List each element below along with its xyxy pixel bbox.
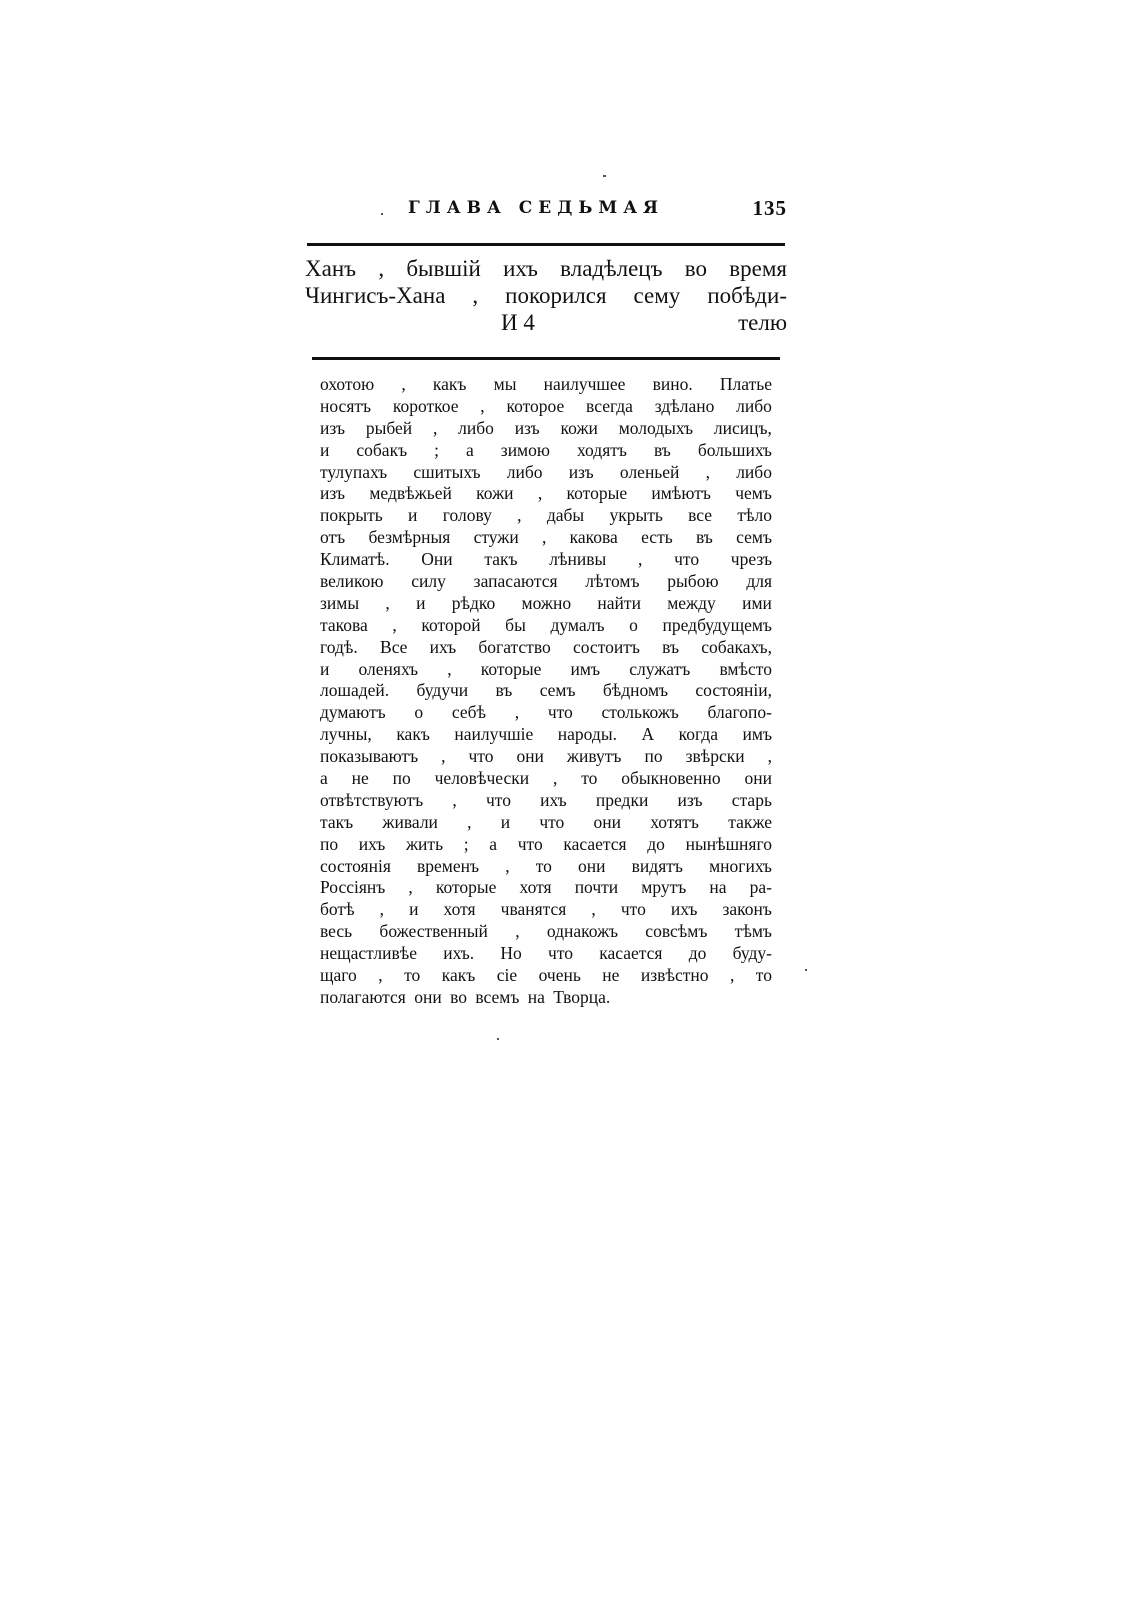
word: благопо- (707, 702, 772, 723)
text-line (320, 680, 772, 702)
word: , (401, 374, 406, 394)
word: себѣ (451, 702, 487, 723)
word: изъ (514, 417, 540, 438)
word: то (404, 965, 421, 986)
word: нынѣшняго (685, 833, 772, 854)
word: покрыть (320, 505, 383, 526)
text-line (320, 659, 772, 681)
word: народы. (557, 724, 617, 745)
word: , (392, 614, 397, 635)
word: стужи (473, 527, 519, 548)
word: на (709, 877, 727, 898)
word: ходятъ (576, 439, 627, 460)
word: до (647, 833, 665, 854)
strip-line (305, 282, 787, 309)
word: когда (678, 724, 718, 745)
word: , (537, 483, 543, 504)
word: временъ (417, 855, 480, 876)
word: не (351, 768, 369, 789)
text-line (320, 637, 772, 659)
page-number: 135 (752, 196, 787, 220)
catchword: телю (738, 310, 787, 335)
word: все (688, 505, 713, 526)
word: медвѣжьей (369, 483, 452, 504)
word: и (320, 658, 330, 679)
word: и (320, 439, 330, 460)
word: какъ (441, 965, 476, 986)
word: покорился (505, 283, 607, 308)
word: изъ (320, 417, 346, 438)
word: либо (506, 461, 543, 482)
word: Чингисъ-Хана (305, 283, 446, 308)
word: и (408, 505, 418, 526)
word: Платье (719, 374, 772, 394)
word: великою (320, 571, 384, 592)
word: либо (736, 461, 772, 482)
text-line (320, 877, 772, 899)
word: бѣдномъ (602, 680, 669, 701)
word: вино. (652, 374, 693, 394)
word: а (489, 833, 498, 854)
word: очень (538, 965, 581, 986)
word: всегда (586, 395, 633, 416)
word: между (667, 592, 716, 613)
word: собакъ (356, 439, 408, 460)
word: богатство (478, 636, 551, 657)
text-line (320, 615, 772, 637)
word: лошадей. (320, 680, 390, 701)
word: , (767, 746, 772, 767)
word: либо (458, 417, 494, 438)
word: извѣстно (640, 965, 709, 986)
word: ботѣ (320, 899, 355, 920)
word: оленяхъ (358, 658, 419, 679)
word: по (392, 768, 411, 789)
rule-bottom (312, 357, 780, 360)
word: можно (521, 592, 572, 613)
word: звѣрски (685, 746, 745, 767)
word: наилучшее (543, 374, 626, 394)
text-line (320, 790, 772, 812)
word: то (581, 768, 598, 789)
word: предбудущемъ (662, 614, 772, 635)
word: отъ (320, 527, 346, 548)
word: какъ (396, 724, 430, 745)
word: Ханъ (305, 256, 357, 281)
text-line (320, 812, 772, 834)
word: , (408, 877, 413, 898)
word: ими (742, 592, 772, 613)
word: изъ (568, 461, 594, 482)
text-line (320, 965, 772, 987)
word: божественный (379, 921, 488, 942)
text-line (320, 702, 772, 724)
word: и (409, 899, 419, 920)
word: , (505, 855, 510, 876)
word: изъ (677, 789, 703, 810)
word: обыкновенно (621, 768, 721, 789)
word: , (705, 461, 710, 482)
word: лѣтомъ (585, 571, 640, 592)
word: предки (595, 789, 649, 810)
word: чрезъ (730, 549, 772, 570)
word: , (467, 811, 472, 832)
word: Климатѣ. (320, 549, 390, 570)
word: которые (435, 877, 497, 898)
word: до (688, 943, 707, 964)
word: жить (405, 833, 444, 854)
text-line (320, 396, 772, 418)
word: они (516, 746, 544, 767)
text-line (320, 593, 772, 615)
word: они (744, 768, 772, 789)
word: многихъ (709, 855, 772, 876)
word: рѣдко (451, 592, 496, 613)
word: по (320, 833, 339, 854)
word: въ (695, 527, 713, 548)
word: , (385, 592, 390, 613)
word: для (746, 571, 772, 592)
word: ихъ. (443, 943, 475, 964)
text-line (320, 943, 772, 965)
text-line (320, 418, 772, 440)
text-line (320, 921, 772, 943)
word: кожи (560, 417, 598, 438)
word: буду- (732, 943, 772, 964)
word: служатъ (629, 658, 691, 679)
word: думаютъ (320, 702, 386, 723)
word: что (468, 746, 494, 767)
word: какъ (432, 374, 467, 394)
word: ихъ (540, 789, 567, 810)
word: хотя (519, 877, 552, 898)
word: ; (434, 439, 439, 460)
word: тѣло (737, 505, 772, 526)
word: голову (442, 505, 492, 526)
word: изъ (320, 483, 346, 504)
word: также (728, 811, 772, 832)
word: чванятся (500, 899, 567, 920)
word: мы (493, 374, 517, 394)
word: кожи (476, 483, 514, 504)
word: что (485, 789, 511, 810)
word: такова (320, 614, 368, 635)
word: владѣлецъ (560, 256, 663, 281)
text-line (320, 462, 772, 484)
word: касается (563, 833, 627, 854)
word: вмѣсто (719, 658, 772, 679)
word: большихъ (697, 439, 772, 460)
word: состоянія (320, 855, 391, 876)
running-head (300, 198, 787, 224)
word: , (480, 395, 485, 416)
word: въ (653, 439, 671, 460)
word: какова (569, 527, 618, 548)
word: что (548, 943, 573, 964)
word: о (629, 614, 638, 635)
text-line (320, 527, 772, 549)
word: что (539, 811, 565, 832)
rule-top (307, 243, 785, 246)
word: , (432, 417, 438, 438)
word: такъ (484, 549, 518, 570)
word: а (466, 439, 474, 460)
ink-speck-top (603, 175, 606, 177)
word: что (674, 549, 700, 570)
strip-signature-line (305, 309, 787, 336)
word: весь (320, 921, 353, 942)
word: тулупахъ (320, 461, 388, 482)
word: они (593, 811, 621, 832)
word: хотятъ (650, 811, 699, 832)
ink-speck-bottom (497, 1038, 499, 1040)
word: Россіянъ (320, 877, 386, 898)
word: живутъ (566, 746, 622, 767)
word: сіе (496, 965, 518, 986)
ink-speck-right (805, 969, 807, 971)
word: тѣмъ (734, 921, 772, 942)
word: отвѣтствуютъ (320, 789, 424, 810)
word: побѣди- (707, 283, 787, 308)
word: и (416, 592, 426, 613)
text-line (320, 549, 772, 571)
word: время (729, 256, 787, 281)
word: ихъ (670, 899, 698, 920)
word: , (441, 746, 446, 767)
word: запасаются (473, 571, 558, 592)
text-line (320, 374, 772, 396)
body-text (320, 374, 772, 1009)
word: зимы (320, 592, 360, 613)
word: безмѣрныя (368, 527, 451, 548)
word: во (684, 256, 707, 281)
word: Все (380, 636, 408, 657)
word: о (414, 702, 424, 723)
word: имѣютъ (651, 483, 711, 504)
word: по (644, 746, 663, 767)
word: годѣ. (320, 636, 358, 657)
word: показываютъ (320, 746, 419, 767)
text-line-last: полагаются они во всемъ на Творца. (320, 986, 611, 1007)
word: силу (411, 571, 446, 592)
word: то (535, 855, 552, 876)
word: , (729, 965, 735, 986)
text-line (320, 899, 772, 921)
word: , (378, 256, 385, 281)
word: рыбей (365, 417, 413, 438)
chapter-title: ГЛАВА СЕДЬМАЯ (408, 198, 665, 218)
text-line (320, 834, 772, 856)
word: сему (633, 283, 681, 308)
word: они (578, 855, 606, 876)
word: законъ (722, 899, 772, 920)
signature-mark: И 4 (501, 310, 535, 335)
word: Они (421, 549, 453, 570)
word: , (447, 658, 452, 679)
word: , (517, 505, 522, 526)
word: наилучшіе (454, 724, 534, 745)
word: нещастливѣе (320, 943, 417, 964)
word: которой (421, 614, 481, 635)
word: что (517, 833, 543, 854)
word: которые (566, 483, 628, 504)
word: состояніи, (695, 680, 772, 701)
word: здѣлано (654, 395, 715, 416)
word: лѣнивы (549, 549, 607, 570)
word: которые (480, 658, 542, 679)
word: семъ (736, 527, 772, 548)
word: , (452, 789, 457, 810)
text-line (320, 746, 772, 768)
word: что (620, 899, 646, 920)
word: , (472, 283, 479, 308)
word: найти (597, 592, 641, 613)
word: , (552, 768, 558, 789)
text-line (320, 768, 772, 790)
word: а (320, 768, 328, 789)
word: щаго (320, 965, 357, 986)
word: чемъ (735, 483, 772, 504)
word: либо (736, 395, 772, 416)
word: , (379, 899, 385, 920)
text-line (320, 440, 772, 462)
word: бывшій (406, 256, 481, 281)
word: зимою (500, 439, 550, 460)
word: человѣчески (434, 768, 530, 789)
word: въ (662, 636, 680, 657)
text-line (320, 571, 772, 593)
text-line (320, 856, 772, 878)
word: бы (505, 614, 526, 635)
word: живали (382, 811, 438, 832)
inserted-text-strip (305, 255, 787, 345)
word: короткое (392, 395, 459, 416)
text-line (320, 505, 772, 527)
word: столькожъ (601, 702, 679, 723)
text-line (320, 724, 772, 746)
word: оленьей (619, 461, 680, 482)
word: что (547, 702, 573, 723)
word: думалъ (550, 614, 605, 635)
word: молодыхъ (618, 417, 694, 438)
word: , (591, 899, 596, 920)
word: совсѣмъ (645, 921, 708, 942)
word: однакожъ (546, 921, 618, 942)
word: , (515, 921, 520, 942)
word: Но (500, 943, 522, 964)
word: ихъ (429, 636, 457, 657)
word: имъ (742, 724, 772, 745)
word: , (638, 549, 643, 570)
word: А (641, 724, 655, 745)
word: видятъ (631, 855, 683, 876)
word: ихъ (503, 256, 538, 281)
text-line (320, 483, 772, 505)
word: носятъ (320, 395, 372, 416)
strip-line (305, 255, 787, 282)
word: сшитыхъ (413, 461, 481, 482)
word: имъ (570, 658, 601, 679)
word: рыбою (667, 571, 719, 592)
word: дабы (546, 505, 585, 526)
word: не (602, 965, 620, 986)
word: мрутъ (641, 877, 687, 898)
word: лучны, (320, 724, 372, 745)
word: укрыть (609, 505, 663, 526)
word: въ (495, 680, 513, 701)
word: состоитъ (572, 636, 640, 657)
word: есть (641, 527, 673, 548)
word: старь (731, 789, 772, 810)
word: касается (599, 943, 663, 964)
word: то (755, 965, 772, 986)
word: семъ (539, 680, 576, 701)
word: ихъ (358, 833, 386, 854)
word: собакахъ, (701, 636, 772, 657)
word: ; (463, 833, 469, 854)
word: хотя (443, 899, 476, 920)
word: ра- (749, 877, 772, 898)
word: , (378, 965, 383, 986)
word: лисицъ, (713, 417, 772, 438)
word: и (500, 811, 511, 832)
word: охотою (320, 374, 375, 394)
word: , (514, 702, 520, 723)
word: которое (506, 395, 565, 416)
word: будучи (416, 680, 469, 701)
word: такъ (320, 811, 354, 832)
word: , (542, 527, 547, 548)
word: почти (574, 877, 619, 898)
